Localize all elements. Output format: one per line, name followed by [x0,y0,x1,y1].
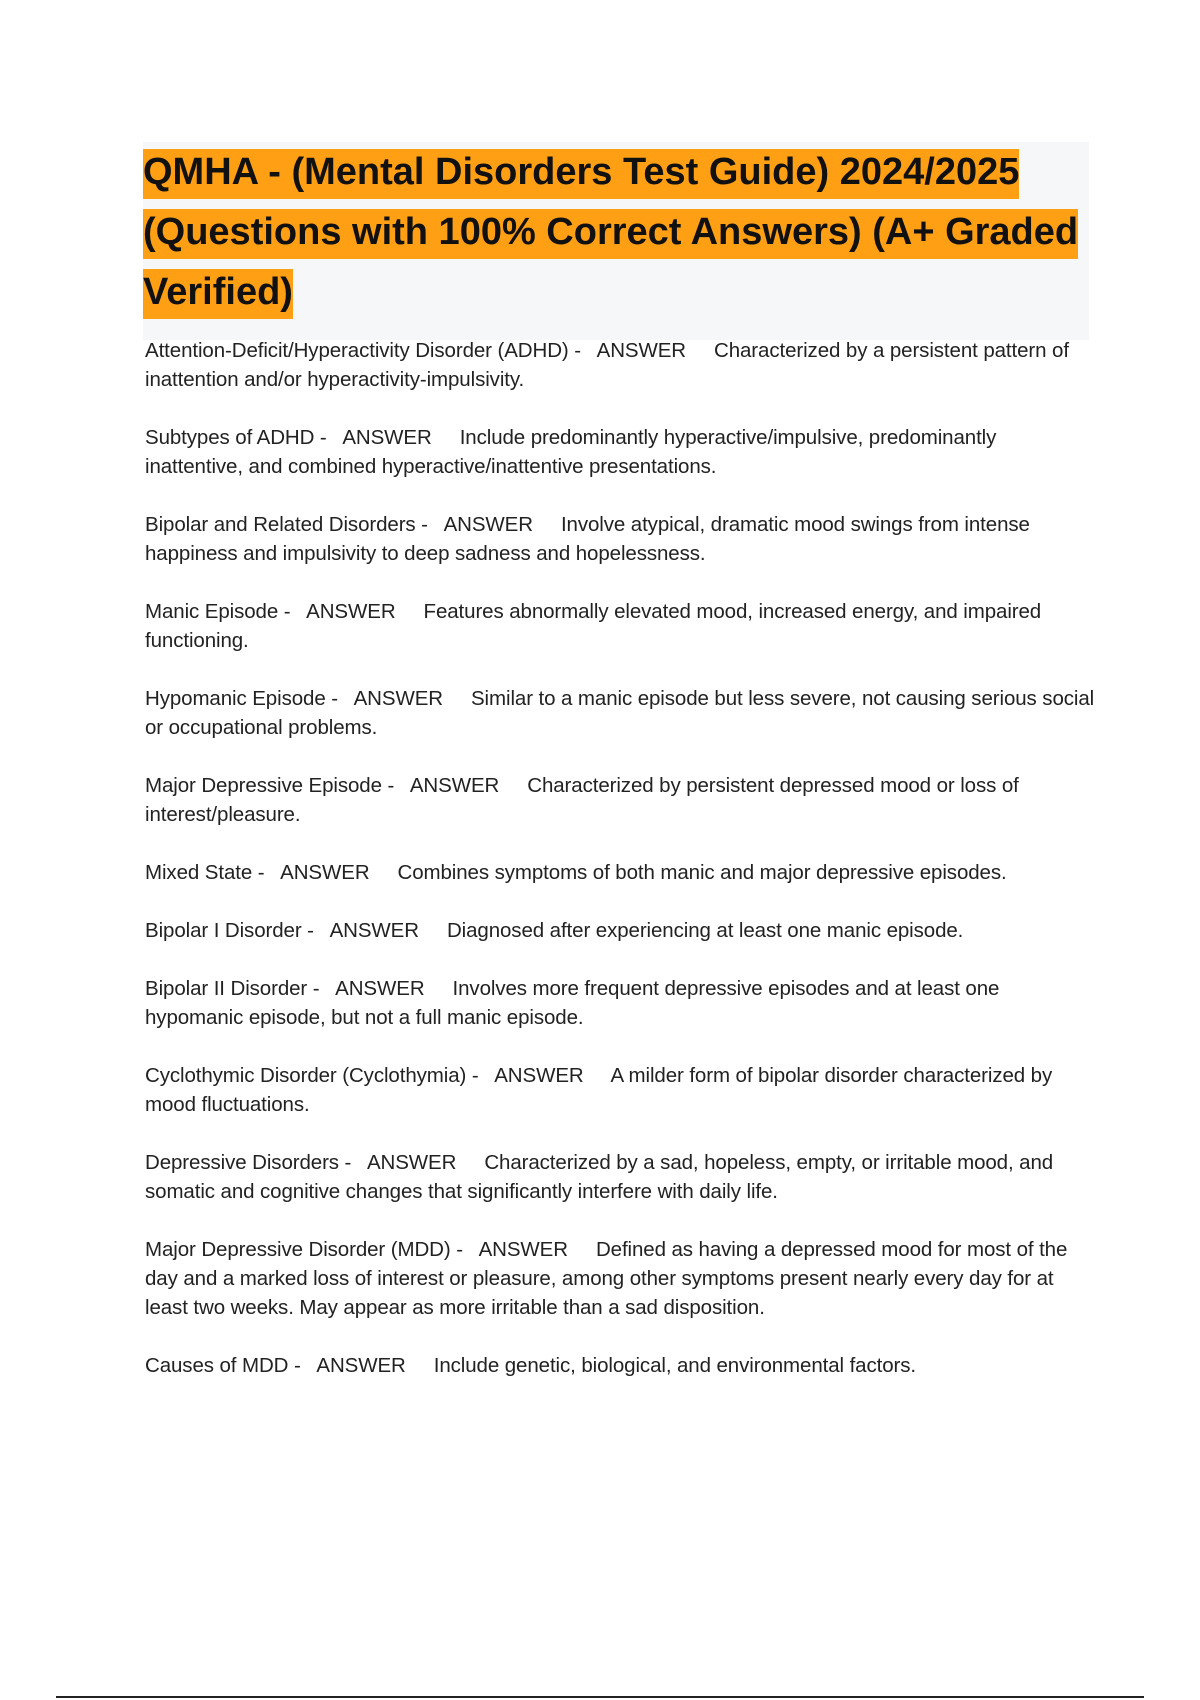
qa-entry [145,423,1095,481]
answer-label: ANSWER [280,861,370,884]
qa-entry [145,858,1095,887]
answer-label: ANSWER [353,687,443,710]
entry-definition: Involve atypical, dramatic mood swings from intense happiness and impulsivity to deep sadness and hopelessness. [145,513,1030,565]
entry-gap [443,687,471,710]
entry-gap [499,774,527,797]
entry-term: Major Depressive Episode [145,774,382,797]
answer-label: ANSWER [409,774,500,797]
qa-entry [145,1351,1095,1380]
entry-gap [396,600,424,623]
answer-label: ANSWER [494,1064,584,1087]
entry-term: Major Depressive Disorder (MDD) [145,1238,451,1261]
entry-definition: Characterized by persistent depressed mood or loss of interest/pleasure. [145,774,1019,826]
entry-gap [370,861,398,884]
entry-gap [432,426,460,449]
entry-separator: - [568,339,597,362]
entry-term: Hypomanic Episode [145,687,326,710]
entry-separator: - [415,513,444,536]
entry-gap [568,1238,596,1261]
answer-label: ANSWER [366,1151,457,1174]
entry-term: Depressive Disorders [145,1151,339,1174]
entry-definition: Combines symptoms of both manic and major depressive episodes. [397,861,1007,884]
entry-term: Subtypes of ADHD [145,426,315,449]
entry-separator: - [288,1354,317,1377]
footer-divider [56,1696,1144,1698]
qa-entry [145,597,1095,655]
answer-label: ANSWER [316,1354,406,1377]
entry-separator: - [278,600,307,623]
answer-label: ANSWER [329,919,419,942]
entry-term: Mixed State [145,861,253,884]
entry-separator: - [314,426,343,449]
entry-separator: - [466,1064,495,1087]
entry-term: Bipolar and Related Disorders [145,513,416,536]
entry-separator: - [301,919,330,942]
answer-label: ANSWER [342,426,432,449]
qa-entry [145,336,1095,394]
qa-entry [145,1148,1095,1206]
answer-label: ANSWER [478,1238,568,1261]
answer-label: ANSWER [335,977,425,1000]
entry-term: Bipolar II Disorder [145,977,308,1000]
entry-gap [406,1354,434,1377]
qa-entry [145,771,1095,829]
document-title [143,142,1089,322]
answer-label: ANSWER [306,600,396,623]
entry-term: Causes of MDD [145,1354,289,1377]
qa-entry [145,510,1095,568]
entry-definition: A milder form of bipolar disorder characterized by mood fluctuations. [145,1064,1053,1116]
entry-definition: Involves more frequent depressive episodes and at least one hypomanic episode, but not a full manic episode. [145,977,1000,1029]
qa-list [145,336,1095,1409]
entry-gap [456,1151,484,1174]
entry-term: Manic Episode [145,600,279,623]
entry-gap [686,339,714,362]
entry-definition: Defined as having a depressed mood for most of the day and a marked loss of interest or pleasure, among other symptoms present nearly every day for at least two weeks. May appear as more irritable than a sad disposition. [145,1238,1068,1319]
qa-entry [145,684,1095,742]
entry-separator: - [381,774,410,797]
answer-label: ANSWER [443,513,533,536]
entry-definition: Diagnosed after experiencing at least one manic episode. [446,919,964,942]
entry-separator: - [252,861,281,884]
entry-gap [533,513,561,536]
answer-label: ANSWER [596,339,687,362]
entry-term: Bipolar I Disorder [145,919,302,942]
entry-gap [425,977,453,1000]
entry-term: Cyclothymic Disorder (Cyclothymia) [145,1064,467,1087]
entry-definition: Include genetic, biological, and environmental factors. [433,1354,916,1377]
qa-entry [145,1235,1095,1322]
entry-separator: - [307,977,336,1000]
entry-term: Attention-Deficit/Hyperactivity Disorder (ADHD) [145,339,569,362]
title-highlight: QMHA - (Mental Disorders Test Guide) 2024/2025 (Questions with 100% Correct Answers) (A+ Graded Verified) [143,149,1078,319]
entry-definition: Include predominantly hyperactive/impulsive, predominantly inattentive, and combined hyperactive/inattentive presentations. [145,426,997,478]
entry-separator: - [338,1151,367,1174]
entry-definition: Similar to a manic episode but less severe, not causing serious social or occupational problems. [145,687,1095,739]
entry-separator: - [450,1238,479,1261]
entry-definition: Characterized by a sad, hopeless, empty, or irritable mood, and somatic and cognitive changes that significantly interfere with daily life. [145,1151,1054,1203]
entry-definition: Features abnormally elevated mood, increased energy, and impaired functioning. [145,600,1042,652]
entry-gap [419,919,447,942]
title-block [143,142,1089,340]
entry-definition: Characterized by a persistent pattern of inattention and/or hyperactivity-impulsivity. [145,339,1069,391]
qa-entry [145,1061,1095,1119]
qa-entry [145,974,1095,1032]
entry-separator: - [325,687,354,710]
qa-entry [145,916,1095,945]
entry-gap [584,1064,611,1087]
